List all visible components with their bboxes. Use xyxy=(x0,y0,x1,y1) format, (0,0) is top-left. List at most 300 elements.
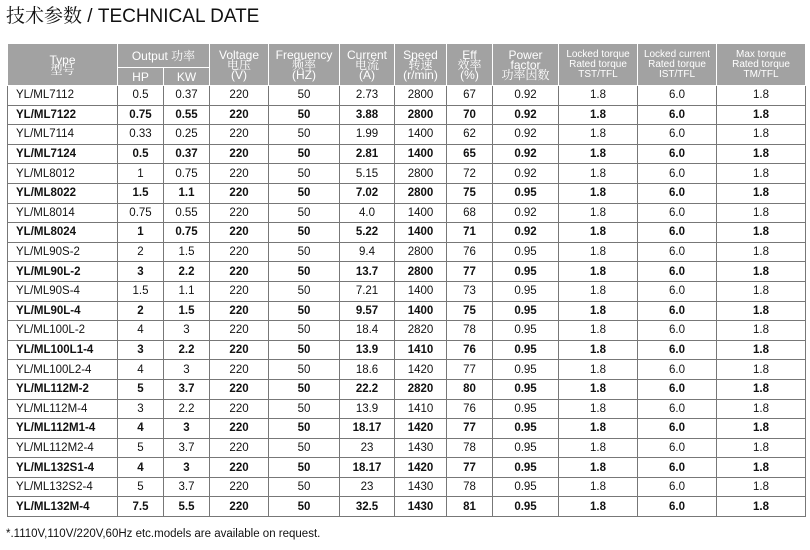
cell-eff: 71 xyxy=(447,223,493,243)
cell-locked-current: 6.0 xyxy=(638,223,717,243)
cell-locked-current: 6.0 xyxy=(638,203,717,223)
table-row xyxy=(8,105,806,125)
cell-voltage: 220 xyxy=(210,262,269,282)
cell-locked-torque: 1.8 xyxy=(559,164,638,184)
cell-current: 23 xyxy=(340,477,395,497)
cell-max-torque: 1.8 xyxy=(717,438,806,458)
cell-locked-current: 6.0 xyxy=(638,262,717,282)
cell-voltage: 220 xyxy=(210,125,269,145)
cell-kw: 3 xyxy=(164,458,210,478)
cell-locked-torque: 1.8 xyxy=(559,419,638,439)
cell-model: YL/ML8012 xyxy=(8,164,118,184)
cell-current: 2.81 xyxy=(340,144,395,164)
cell-voltage: 220 xyxy=(210,242,269,262)
cell-locked-torque: 1.8 xyxy=(559,203,638,223)
cell-frequency: 50 xyxy=(269,86,340,106)
cell-speed: 1400 xyxy=(395,144,447,164)
cell-model: YL/ML90L-4 xyxy=(8,301,118,321)
cell-kw: 3.7 xyxy=(164,379,210,399)
cell-power-factor: 0.95 xyxy=(493,262,559,282)
cell-voltage: 220 xyxy=(210,477,269,497)
cell-power-factor: 0.92 xyxy=(493,86,559,106)
cell-locked-torque: 1.8 xyxy=(559,301,638,321)
cell-hp: 3 xyxy=(118,399,164,419)
cell-locked-torque: 1.8 xyxy=(559,242,638,262)
cell-locked-current: 6.0 xyxy=(638,301,717,321)
cell-locked-torque: 1.8 xyxy=(559,458,638,478)
technical-data-table-container xyxy=(7,43,805,517)
cell-power-factor: 0.95 xyxy=(493,419,559,439)
cell-power-factor: 0.95 xyxy=(493,183,559,203)
cell-model: YL/ML7112 xyxy=(8,86,118,106)
cell-locked-current: 6.0 xyxy=(638,360,717,380)
cell-hp: 3 xyxy=(118,262,164,282)
cell-model: YL/ML100L1-4 xyxy=(8,340,118,360)
cell-locked-torque: 1.8 xyxy=(559,223,638,243)
cell-current: 23 xyxy=(340,438,395,458)
cell-model: YL/ML112M-4 xyxy=(8,399,118,419)
table-row xyxy=(8,321,806,341)
cell-power-factor: 0.92 xyxy=(493,144,559,164)
cell-voltage: 220 xyxy=(210,458,269,478)
cell-hp: 4 xyxy=(118,360,164,380)
table-row xyxy=(8,242,806,262)
cell-speed: 1400 xyxy=(395,125,447,145)
cell-hp: 5 xyxy=(118,438,164,458)
cell-model: YL/ML112M2-4 xyxy=(8,438,118,458)
cell-locked-current: 6.0 xyxy=(638,399,717,419)
cell-power-factor: 0.92 xyxy=(493,203,559,223)
cell-locked-current: 6.0 xyxy=(638,105,717,125)
cell-current: 18.17 xyxy=(340,458,395,478)
cell-locked-torque: 1.8 xyxy=(559,105,638,125)
cell-max-torque: 1.8 xyxy=(717,281,806,301)
cell-frequency: 50 xyxy=(269,203,340,223)
table-row xyxy=(8,458,806,478)
cell-frequency: 50 xyxy=(269,223,340,243)
cell-voltage: 220 xyxy=(210,438,269,458)
cell-voltage: 220 xyxy=(210,164,269,184)
cell-kw: 3 xyxy=(164,360,210,380)
cell-current: 3.88 xyxy=(340,105,395,125)
cell-current: 5.15 xyxy=(340,164,395,184)
cell-max-torque: 1.8 xyxy=(717,164,806,184)
cell-eff: 75 xyxy=(447,301,493,321)
cell-hp: 0.5 xyxy=(118,144,164,164)
cell-frequency: 50 xyxy=(269,183,340,203)
table-row xyxy=(8,399,806,419)
cell-locked-current: 6.0 xyxy=(638,86,717,106)
cell-max-torque: 1.8 xyxy=(717,125,806,145)
cell-hp: 0.75 xyxy=(118,203,164,223)
cell-frequency: 50 xyxy=(269,242,340,262)
cell-eff: 78 xyxy=(447,321,493,341)
technical-data-table xyxy=(7,43,806,517)
cell-voltage: 220 xyxy=(210,399,269,419)
table-row xyxy=(8,86,806,106)
cell-locked-torque: 1.8 xyxy=(559,477,638,497)
cell-hp: 5 xyxy=(118,379,164,399)
cell-current: 32.5 xyxy=(340,497,395,517)
cell-speed: 2820 xyxy=(395,379,447,399)
cell-power-factor: 0.95 xyxy=(493,281,559,301)
cell-hp: 1.5 xyxy=(118,183,164,203)
cell-frequency: 50 xyxy=(269,164,340,184)
header-current: Current 电流 (A) xyxy=(340,44,395,86)
cell-kw: 2.2 xyxy=(164,262,210,282)
cell-hp: 5 xyxy=(118,477,164,497)
page-title: 技术参数 / TECHNICAL DATE xyxy=(6,6,260,27)
cell-model: YL/ML132S2-4 xyxy=(8,477,118,497)
cell-voltage: 220 xyxy=(210,105,269,125)
cell-hp: 1 xyxy=(118,223,164,243)
cell-kw: 0.55 xyxy=(164,105,210,125)
cell-speed: 1430 xyxy=(395,438,447,458)
cell-max-torque: 1.8 xyxy=(717,419,806,439)
table-row xyxy=(8,301,806,321)
cell-kw: 1.5 xyxy=(164,242,210,262)
cell-speed: 2800 xyxy=(395,242,447,262)
cell-locked-torque: 1.8 xyxy=(559,360,638,380)
header-voltage: Voltage 电压 (V) xyxy=(210,44,269,86)
header-speed: Speed 转速 (r/min) xyxy=(395,44,447,86)
cell-speed: 2820 xyxy=(395,321,447,341)
cell-eff: 81 xyxy=(447,497,493,517)
cell-eff: 78 xyxy=(447,438,493,458)
cell-speed: 1430 xyxy=(395,497,447,517)
cell-current: 7.02 xyxy=(340,183,395,203)
header-hp: HP xyxy=(118,68,164,86)
cell-model: YL/ML8024 xyxy=(8,223,118,243)
cell-locked-torque: 1.8 xyxy=(559,497,638,517)
table-row xyxy=(8,262,806,282)
cell-locked-torque: 1.8 xyxy=(559,340,638,360)
cell-current: 13.9 xyxy=(340,340,395,360)
cell-speed: 1410 xyxy=(395,340,447,360)
cell-locked-current: 6.0 xyxy=(638,281,717,301)
cell-power-factor: 0.95 xyxy=(493,301,559,321)
table-row xyxy=(8,281,806,301)
cell-model: YL/ML7122 xyxy=(8,105,118,125)
cell-locked-current: 6.0 xyxy=(638,164,717,184)
cell-model: YL/ML112M1-4 xyxy=(8,419,118,439)
cell-current: 18.17 xyxy=(340,419,395,439)
cell-frequency: 50 xyxy=(269,477,340,497)
cell-hp: 3 xyxy=(118,340,164,360)
cell-model: YL/ML8022 xyxy=(8,183,118,203)
cell-eff: 76 xyxy=(447,242,493,262)
cell-locked-current: 6.0 xyxy=(638,144,717,164)
cell-speed: 1400 xyxy=(395,281,447,301)
cell-speed: 1420 xyxy=(395,458,447,478)
table-row xyxy=(8,379,806,399)
cell-frequency: 50 xyxy=(269,360,340,380)
cell-locked-current: 6.0 xyxy=(638,183,717,203)
cell-frequency: 50 xyxy=(269,262,340,282)
cell-eff: 76 xyxy=(447,340,493,360)
cell-eff: 62 xyxy=(447,125,493,145)
cell-kw: 2.2 xyxy=(164,340,210,360)
cell-voltage: 220 xyxy=(210,301,269,321)
table-row xyxy=(8,144,806,164)
table-row xyxy=(8,477,806,497)
cell-voltage: 220 xyxy=(210,340,269,360)
cell-max-torque: 1.8 xyxy=(717,183,806,203)
cell-hp: 0.75 xyxy=(118,105,164,125)
cell-eff: 80 xyxy=(447,379,493,399)
cell-frequency: 50 xyxy=(269,399,340,419)
cell-power-factor: 0.92 xyxy=(493,223,559,243)
cell-model: YL/ML8014 xyxy=(8,203,118,223)
cell-eff: 70 xyxy=(447,105,493,125)
cell-kw: 3 xyxy=(164,419,210,439)
cell-kw: 0.75 xyxy=(164,164,210,184)
cell-kw: 5.5 xyxy=(164,497,210,517)
cell-hp: 2 xyxy=(118,301,164,321)
cell-power-factor: 0.92 xyxy=(493,125,559,145)
cell-kw: 1.1 xyxy=(164,281,210,301)
cell-locked-torque: 1.8 xyxy=(559,321,638,341)
cell-locked-current: 6.0 xyxy=(638,379,717,399)
cell-hp: 4 xyxy=(118,458,164,478)
cell-power-factor: 0.95 xyxy=(493,321,559,341)
cell-voltage: 220 xyxy=(210,281,269,301)
cell-eff: 73 xyxy=(447,281,493,301)
cell-eff: 77 xyxy=(447,360,493,380)
cell-locked-torque: 1.8 xyxy=(559,86,638,106)
cell-power-factor: 0.95 xyxy=(493,242,559,262)
cell-frequency: 50 xyxy=(269,438,340,458)
cell-speed: 2800 xyxy=(395,86,447,106)
cell-frequency: 50 xyxy=(269,144,340,164)
cell-locked-torque: 1.8 xyxy=(559,144,638,164)
table-row xyxy=(8,164,806,184)
header-eff: Eff 效率 (%) xyxy=(447,44,493,86)
cell-locked-current: 6.0 xyxy=(638,125,717,145)
cell-max-torque: 1.8 xyxy=(717,262,806,282)
cell-frequency: 50 xyxy=(269,497,340,517)
cell-power-factor: 0.95 xyxy=(493,497,559,517)
cell-current: 5.22 xyxy=(340,223,395,243)
table-row xyxy=(8,497,806,517)
cell-eff: 68 xyxy=(447,203,493,223)
cell-power-factor: 0.95 xyxy=(493,340,559,360)
cell-eff: 77 xyxy=(447,262,493,282)
cell-speed: 2800 xyxy=(395,105,447,125)
cell-voltage: 220 xyxy=(210,86,269,106)
table-body xyxy=(8,86,806,517)
cell-current: 13.7 xyxy=(340,262,395,282)
cell-hp: 7.5 xyxy=(118,497,164,517)
cell-hp: 0.5 xyxy=(118,86,164,106)
cell-kw: 0.55 xyxy=(164,203,210,223)
table-row xyxy=(8,203,806,223)
header-output: Output 功率 xyxy=(118,44,210,68)
cell-speed: 1430 xyxy=(395,477,447,497)
cell-current: 2.73 xyxy=(340,86,395,106)
cell-max-torque: 1.8 xyxy=(717,497,806,517)
cell-speed: 2800 xyxy=(395,183,447,203)
cell-current: 18.6 xyxy=(340,360,395,380)
cell-voltage: 220 xyxy=(210,360,269,380)
cell-kw: 3 xyxy=(164,321,210,341)
table-row xyxy=(8,340,806,360)
cell-kw: 1.1 xyxy=(164,183,210,203)
cell-frequency: 50 xyxy=(269,379,340,399)
cell-hp: 0.33 xyxy=(118,125,164,145)
cell-locked-current: 6.0 xyxy=(638,497,717,517)
cell-frequency: 50 xyxy=(269,419,340,439)
cell-current: 13.9 xyxy=(340,399,395,419)
cell-eff: 76 xyxy=(447,399,493,419)
cell-frequency: 50 xyxy=(269,281,340,301)
footnote: *.1110V,110V/220V,60Hz etc.models are available on request. xyxy=(6,528,321,540)
cell-eff: 67 xyxy=(447,86,493,106)
cell-power-factor: 0.95 xyxy=(493,399,559,419)
cell-model: YL/ML90L-2 xyxy=(8,262,118,282)
cell-current: 7.21 xyxy=(340,281,395,301)
cell-speed: 1400 xyxy=(395,223,447,243)
cell-model: YL/ML90S-2 xyxy=(8,242,118,262)
cell-current: 18.4 xyxy=(340,321,395,341)
cell-max-torque: 1.8 xyxy=(717,379,806,399)
cell-speed: 1420 xyxy=(395,419,447,439)
cell-voltage: 220 xyxy=(210,144,269,164)
header-power-factor: Power factor 功率因数 xyxy=(493,44,559,86)
cell-hp: 4 xyxy=(118,321,164,341)
cell-speed: 1420 xyxy=(395,360,447,380)
cell-kw: 0.37 xyxy=(164,144,210,164)
cell-model: YL/ML132S1-4 xyxy=(8,458,118,478)
cell-power-factor: 0.95 xyxy=(493,458,559,478)
cell-locked-current: 6.0 xyxy=(638,458,717,478)
cell-model: YL/ML132M-4 xyxy=(8,497,118,517)
cell-max-torque: 1.8 xyxy=(717,144,806,164)
header-kw: KW xyxy=(164,68,210,86)
cell-power-factor: 0.95 xyxy=(493,477,559,497)
table-row xyxy=(8,125,806,145)
cell-locked-current: 6.0 xyxy=(638,419,717,439)
cell-current: 4.0 xyxy=(340,203,395,223)
cell-speed: 1400 xyxy=(395,301,447,321)
cell-power-factor: 0.92 xyxy=(493,105,559,125)
cell-kw: 0.25 xyxy=(164,125,210,145)
cell-hp: 1 xyxy=(118,164,164,184)
cell-kw: 0.37 xyxy=(164,86,210,106)
cell-kw: 2.2 xyxy=(164,399,210,419)
cell-hp: 4 xyxy=(118,419,164,439)
cell-frequency: 50 xyxy=(269,340,340,360)
cell-power-factor: 0.95 xyxy=(493,360,559,380)
table-row xyxy=(8,438,806,458)
cell-eff: 78 xyxy=(447,477,493,497)
cell-current: 9.4 xyxy=(340,242,395,262)
table-row xyxy=(8,360,806,380)
cell-locked-torque: 1.8 xyxy=(559,438,638,458)
cell-locked-current: 6.0 xyxy=(638,438,717,458)
cell-max-torque: 1.8 xyxy=(717,203,806,223)
cell-max-torque: 1.8 xyxy=(717,105,806,125)
cell-model: YL/ML7124 xyxy=(8,144,118,164)
cell-current: 22.2 xyxy=(340,379,395,399)
cell-max-torque: 1.8 xyxy=(717,458,806,478)
header-type: Type 型号 xyxy=(8,44,118,86)
header-locked-current: Locked current Rated torque IST/TFL xyxy=(638,44,717,86)
cell-voltage: 220 xyxy=(210,183,269,203)
cell-locked-torque: 1.8 xyxy=(559,183,638,203)
table-row xyxy=(8,223,806,243)
cell-frequency: 50 xyxy=(269,105,340,125)
cell-max-torque: 1.8 xyxy=(717,223,806,243)
cell-speed: 2800 xyxy=(395,262,447,282)
cell-power-factor: 0.95 xyxy=(493,379,559,399)
cell-frequency: 50 xyxy=(269,301,340,321)
cell-voltage: 220 xyxy=(210,321,269,341)
cell-kw: 3.7 xyxy=(164,438,210,458)
table-row xyxy=(8,419,806,439)
cell-frequency: 50 xyxy=(269,458,340,478)
cell-voltage: 220 xyxy=(210,497,269,517)
cell-locked-current: 6.0 xyxy=(638,477,717,497)
cell-eff: 77 xyxy=(447,419,493,439)
cell-frequency: 50 xyxy=(269,125,340,145)
cell-eff: 77 xyxy=(447,458,493,478)
cell-voltage: 220 xyxy=(210,203,269,223)
cell-max-torque: 1.8 xyxy=(717,399,806,419)
cell-model: YL/ML112M-2 xyxy=(8,379,118,399)
cell-locked-torque: 1.8 xyxy=(559,281,638,301)
cell-locked-current: 6.0 xyxy=(638,242,717,262)
cell-speed: 1400 xyxy=(395,203,447,223)
cell-max-torque: 1.8 xyxy=(717,477,806,497)
cell-speed: 1410 xyxy=(395,399,447,419)
cell-eff: 65 xyxy=(447,144,493,164)
cell-model: YL/ML100L-2 xyxy=(8,321,118,341)
cell-current: 9.57 xyxy=(340,301,395,321)
cell-max-torque: 1.8 xyxy=(717,301,806,321)
cell-max-torque: 1.8 xyxy=(717,340,806,360)
cell-voltage: 220 xyxy=(210,223,269,243)
cell-model: YL/ML90S-4 xyxy=(8,281,118,301)
cell-max-torque: 1.8 xyxy=(717,321,806,341)
cell-power-factor: 0.95 xyxy=(493,438,559,458)
cell-model: YL/ML7114 xyxy=(8,125,118,145)
cell-eff: 75 xyxy=(447,183,493,203)
cell-locked-torque: 1.8 xyxy=(559,379,638,399)
table-row xyxy=(8,183,806,203)
header-max-torque: Max torque Rated torque TM/TFL xyxy=(717,44,806,86)
cell-frequency: 50 xyxy=(269,321,340,341)
cell-kw: 3.7 xyxy=(164,477,210,497)
cell-max-torque: 1.8 xyxy=(717,86,806,106)
cell-hp: 1.5 xyxy=(118,281,164,301)
cell-hp: 2 xyxy=(118,242,164,262)
cell-speed: 2800 xyxy=(395,164,447,184)
cell-locked-current: 6.0 xyxy=(638,321,717,341)
cell-locked-torque: 1.8 xyxy=(559,262,638,282)
header-locked-torque: Locked torque Rated torque TST/TFL xyxy=(559,44,638,86)
cell-current: 1.99 xyxy=(340,125,395,145)
cell-kw: 1.5 xyxy=(164,301,210,321)
cell-eff: 72 xyxy=(447,164,493,184)
cell-locked-torque: 1.8 xyxy=(559,125,638,145)
cell-locked-torque: 1.8 xyxy=(559,399,638,419)
cell-locked-current: 6.0 xyxy=(638,340,717,360)
cell-power-factor: 0.92 xyxy=(493,164,559,184)
cell-voltage: 220 xyxy=(210,419,269,439)
cell-kw: 0.75 xyxy=(164,223,210,243)
header-frequency: Frequency 频率 (HZ) xyxy=(269,44,340,86)
